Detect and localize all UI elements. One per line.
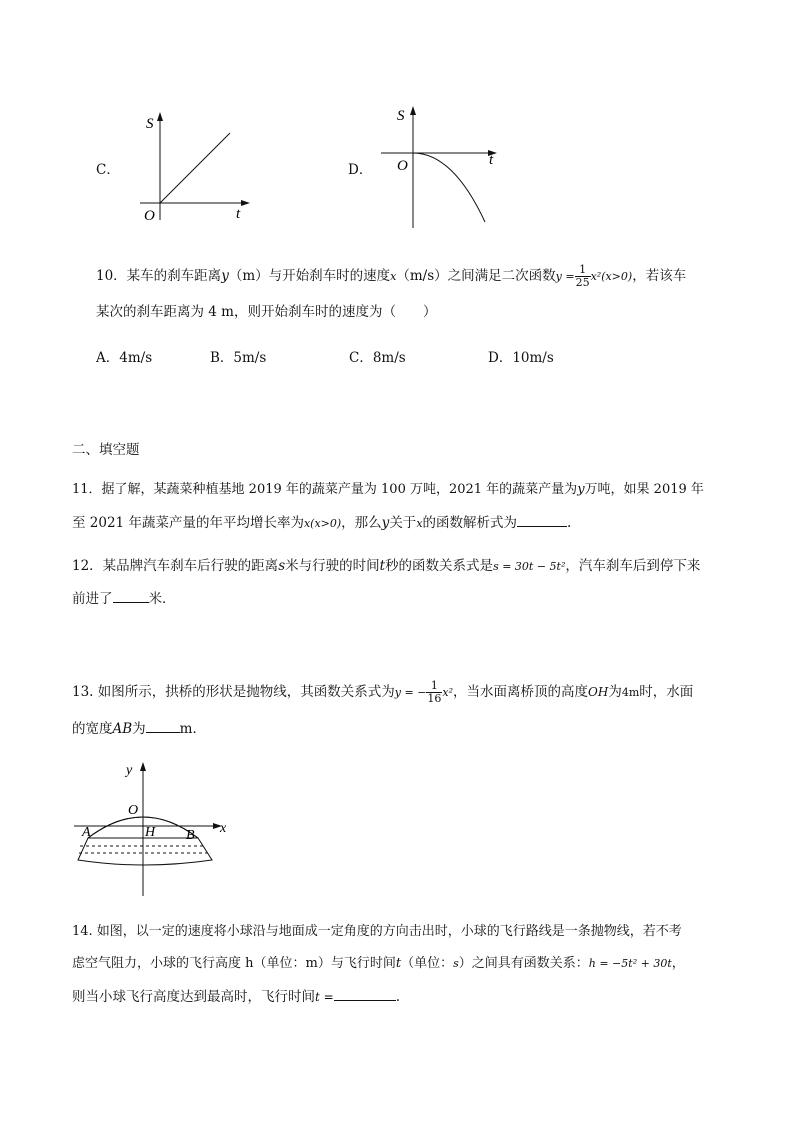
graph-c-t-label: t: [236, 206, 241, 222]
q12-answer-blank: [113, 588, 149, 603]
q13-answer-blank: [146, 718, 180, 733]
q10-line1: 10．某车的刹车距离y（m）与开始刹车时的速度x（m/s）之间满足二次函数y = $\frac{1}{25}$ x²(x>0)，若该车: [96, 263, 687, 289]
graph-c-s-label: S: [146, 116, 154, 132]
option-c-label: C．: [96, 162, 120, 178]
q11-answer-blank: [517, 512, 567, 527]
q14-line3: 则当小球飞行高度达到最高时，飞行时间t = .: [72, 986, 400, 1007]
graph-d-t-label: t: [489, 152, 494, 168]
bridge-figure: [70, 756, 240, 901]
graph-d-o-label: O: [397, 158, 408, 174]
q11-line2: 至 2021 年蔬菜产量的年平均增长率为x(x>0)，那么y关于x的函数解析式为 .: [72, 512, 571, 534]
bridge-b-label: B: [186, 828, 195, 843]
q10-option-d: D．10m/s: [488, 350, 554, 366]
bridge-h-label: H: [145, 825, 156, 840]
section-title: 二、填空题: [72, 442, 140, 458]
bridge-o-label: O: [128, 803, 139, 818]
q10-fraction: $\frac{1}{25}$: [575, 263, 590, 289]
bridge-a-label: A: [82, 825, 91, 840]
graph-c-o-label: O: [144, 208, 155, 224]
q11-line1: 11．据了解，某蔬菜种植基地 2019 年的蔬菜产量为 100 万吨，2021 年的蔬菜产量为y万吨，如果 2019 年: [72, 482, 704, 497]
q13-line2: 的宽度AB为 m．: [72, 718, 206, 739]
q13-fraction: $\frac{1}{16}$: [427, 679, 442, 705]
q10-line2: 某次的刹车距离为 4 m，则开始刹车时的速度为（ ）: [96, 304, 437, 320]
q14-line2: 虑空气阻力，小球的飞行高度 h（单位：m）与飞行时间t（单位：s）之间具有函数关系：h = −5t² + 30t，: [72, 956, 685, 971]
q10-option-c: C．8m/s: [349, 350, 406, 366]
graph-d-s-label: S: [397, 108, 405, 124]
q13-line1: 13. 如图所示，拱桥的形状是抛物线，其函数关系式为y = − $\frac{1}{16}$ x²，当水面离桥顶的高度OH为4m时，水面: [72, 679, 694, 705]
q14-line1: 14. 如图，以一定的速度将小球沿与地面成一定角度的方向击出时，小球的飞行路线是一条抛物线，若不考: [72, 924, 682, 939]
q14-answer-blank: [334, 986, 396, 1001]
q10-option-a: A．4m/s: [96, 350, 153, 366]
bridge-y-label: y: [126, 763, 133, 778]
graph-c: [120, 108, 260, 228]
graph-d: [375, 100, 510, 230]
option-d-label: D．: [348, 162, 373, 178]
q10-option-b: B．5m/s: [210, 350, 267, 366]
q12-line2: 前进了 米．: [72, 588, 176, 609]
q12-line1: 12．某品牌汽车刹车后行驶的距离s米与行驶的时间t秒的函数关系式是s = 30t − 5t²，汽车刹车后到停下来: [72, 558, 701, 574]
bridge-x-label: x: [220, 821, 227, 836]
